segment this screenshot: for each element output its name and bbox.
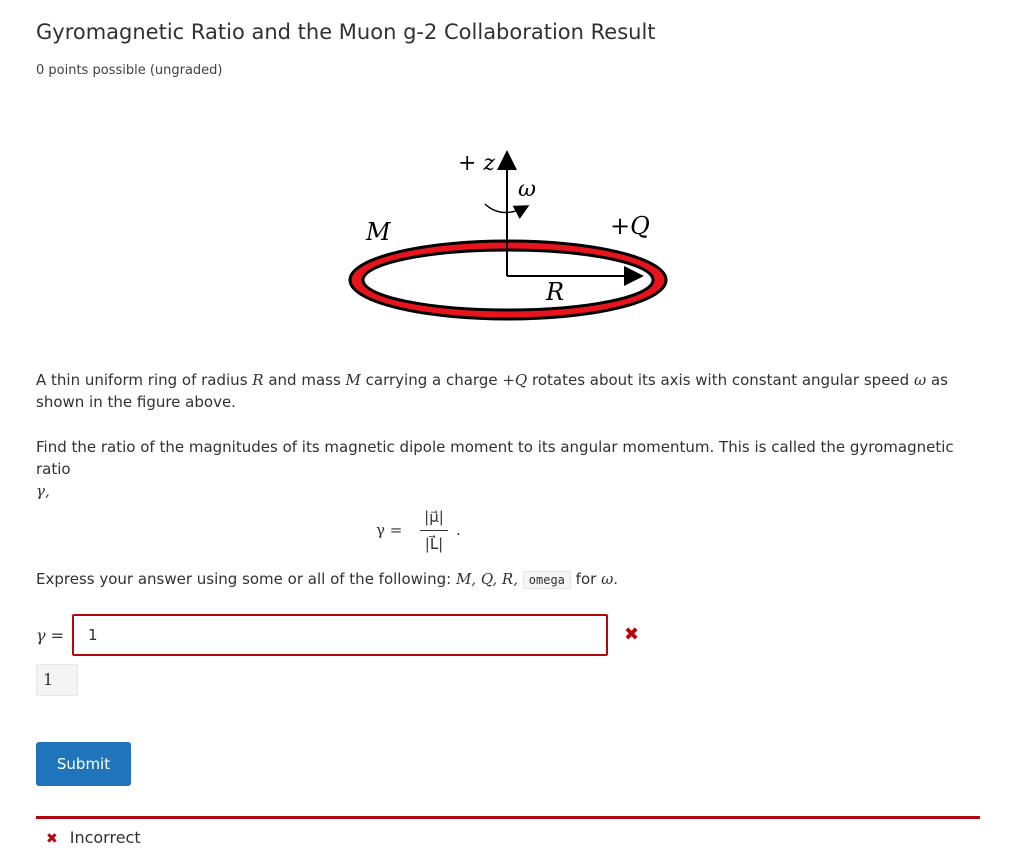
incorrect-status-icon: ✖ bbox=[624, 624, 640, 645]
gyromagnetic-formula bbox=[376, 504, 496, 564]
problem-title: Gyromagnetic Ratio and the Muon g-2 Collaboration Result bbox=[36, 20, 656, 44]
problem-question: Find the ratio of the magnitudes of its magnetic dipole moment to its angular momentum. This is called the gyromagnetic ratio γ, bbox=[36, 438, 954, 500]
answer-input[interactable] bbox=[72, 614, 608, 656]
ring-figure bbox=[330, 140, 690, 330]
problem-description: A thin uniform ring of radius R and mass M carrying a charge +Q rotates about its axis with constant angular speed ω as shown in the figure above. bbox=[36, 371, 948, 411]
incorrect-icon: ✖ bbox=[46, 831, 58, 847]
charge-label: +Q bbox=[610, 212, 650, 240]
radius-label: R bbox=[546, 278, 565, 306]
submit-button[interactable]: Submit bbox=[36, 742, 131, 786]
feedback-message bbox=[46, 828, 141, 847]
omega-code: omega bbox=[523, 571, 571, 589]
answer-instructions: Express your answer using some or all of the following: M, Q, R, omega for ω. bbox=[36, 570, 619, 588]
answer-label: γ = bbox=[36, 626, 65, 645]
points-info: 0 points possible (ungraded) bbox=[36, 63, 223, 78]
formula-period: . bbox=[456, 521, 461, 539]
answer-preview: 1 bbox=[36, 664, 78, 696]
feedback-divider bbox=[36, 816, 980, 819]
mass-label: M bbox=[366, 218, 391, 246]
formula-denominator: |L⃗| bbox=[424, 535, 444, 553]
feedback-text: Incorrect bbox=[69, 828, 141, 847]
omega-label: ω bbox=[518, 177, 536, 202]
formula-numerator: |μ⃗| bbox=[424, 508, 444, 526]
z-axis-label: + z bbox=[458, 151, 496, 176]
formula-lhs: γ = bbox=[376, 521, 403, 539]
formula-fraction bbox=[414, 504, 454, 557]
ring-diagram bbox=[330, 140, 690, 330]
